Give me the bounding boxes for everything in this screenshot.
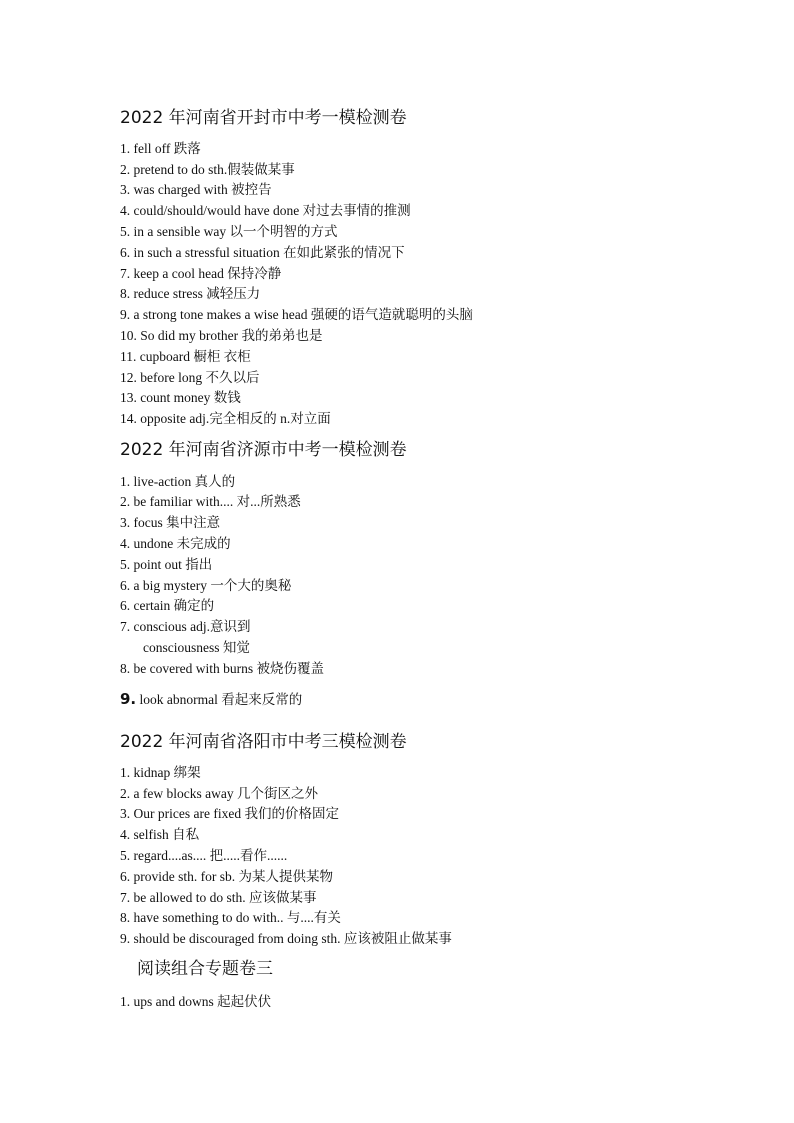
vocab-item: 6. provide sth. for sb. 为某人提供某物: [120, 869, 333, 884]
vocab-item: consciousness 知觉: [143, 640, 250, 655]
vocab-item: 1. kidnap 绑架: [120, 765, 201, 780]
vocab-item: 6. certain 确定的: [120, 598, 215, 613]
vocab-item: 6. in such a stressful situation 在如此紧张的情况下: [120, 245, 405, 260]
section-title-jiyuan: 2022 年河南省济源市中考一模检测卷: [120, 440, 407, 460]
vocab-item: 7. be allowed to do sth. 应该做某事: [120, 890, 317, 905]
section-title-reading: 阅读组合专题卷三: [137, 959, 273, 979]
item-text: look abnormal 看起来反常的: [136, 692, 303, 707]
vocab-item: 9. should be discouraged from doing sth. 应该被阻止做某事: [120, 931, 452, 946]
vocab-item: 2. pretend to do sth.假装做某事: [120, 162, 295, 177]
vocab-item: 4. selfish 自私: [120, 827, 200, 842]
vocab-item: 2. a few blocks away 几个街区之外: [120, 786, 318, 801]
vocab-item: 5. regard....as.... 把.....看作......: [120, 848, 288, 863]
vocab-item: 13. count money 数钱: [120, 390, 241, 405]
vocab-item: 7. conscious adj.意识到: [120, 619, 251, 634]
item-number: 9.: [120, 690, 137, 708]
vocab-item: 9. a strong tone makes a wise head 强硬的语气造就聪明的头脑: [120, 307, 473, 322]
vocab-item: 5. point out 指出: [120, 557, 213, 572]
vocab-item: 4. undone 未完成的: [120, 536, 231, 551]
vocab-item: 3. Our prices are fixed 我们的价格固定: [120, 806, 339, 821]
section-title-luoyang: 2022 年河南省洛阳市中考三模检测卷: [120, 732, 407, 752]
vocab-item: 6. a big mystery 一个大的奥秘: [120, 578, 292, 593]
vocab-item: [120, 690, 302, 709]
vocab-item: 3. focus 集中注意: [120, 515, 221, 530]
vocab-item: 14. opposite adj.完全相反的 n.对立面: [120, 411, 331, 426]
vocab-item: 2. be familiar with.... 对...所熟悉: [120, 494, 301, 509]
vocab-item: 11. cupboard 橱柜 衣柜: [120, 349, 251, 364]
vocab-item: 8. reduce stress 减轻压力: [120, 286, 261, 301]
vocab-item: 12. before long 不久以后: [120, 370, 260, 385]
vocab-item: 3. was charged with 被控告: [120, 182, 272, 197]
vocab-item: 8. be covered with burns 被烧伤覆盖: [120, 661, 324, 676]
vocab-item: 1. live-action 真人的: [120, 474, 236, 489]
vocab-item: 1. fell off 跌落: [120, 141, 201, 156]
section-title-kaifeng: 2022 年河南省开封市中考一模检测卷: [120, 108, 407, 128]
vocab-item: 5. in a sensible way 以一个明智的方式: [120, 224, 338, 239]
vocab-item: 8. have something to do with.. 与....有关: [120, 910, 341, 925]
vocab-item: 4. could/should/would have done 对过去事情的推测: [120, 203, 411, 218]
vocab-item: 10. So did my brother 我的弟弟也是: [120, 328, 323, 343]
vocab-item: 1. ups and downs 起起伏伏: [120, 994, 272, 1009]
vocab-item: 7. keep a cool head 保持冷静: [120, 266, 282, 281]
